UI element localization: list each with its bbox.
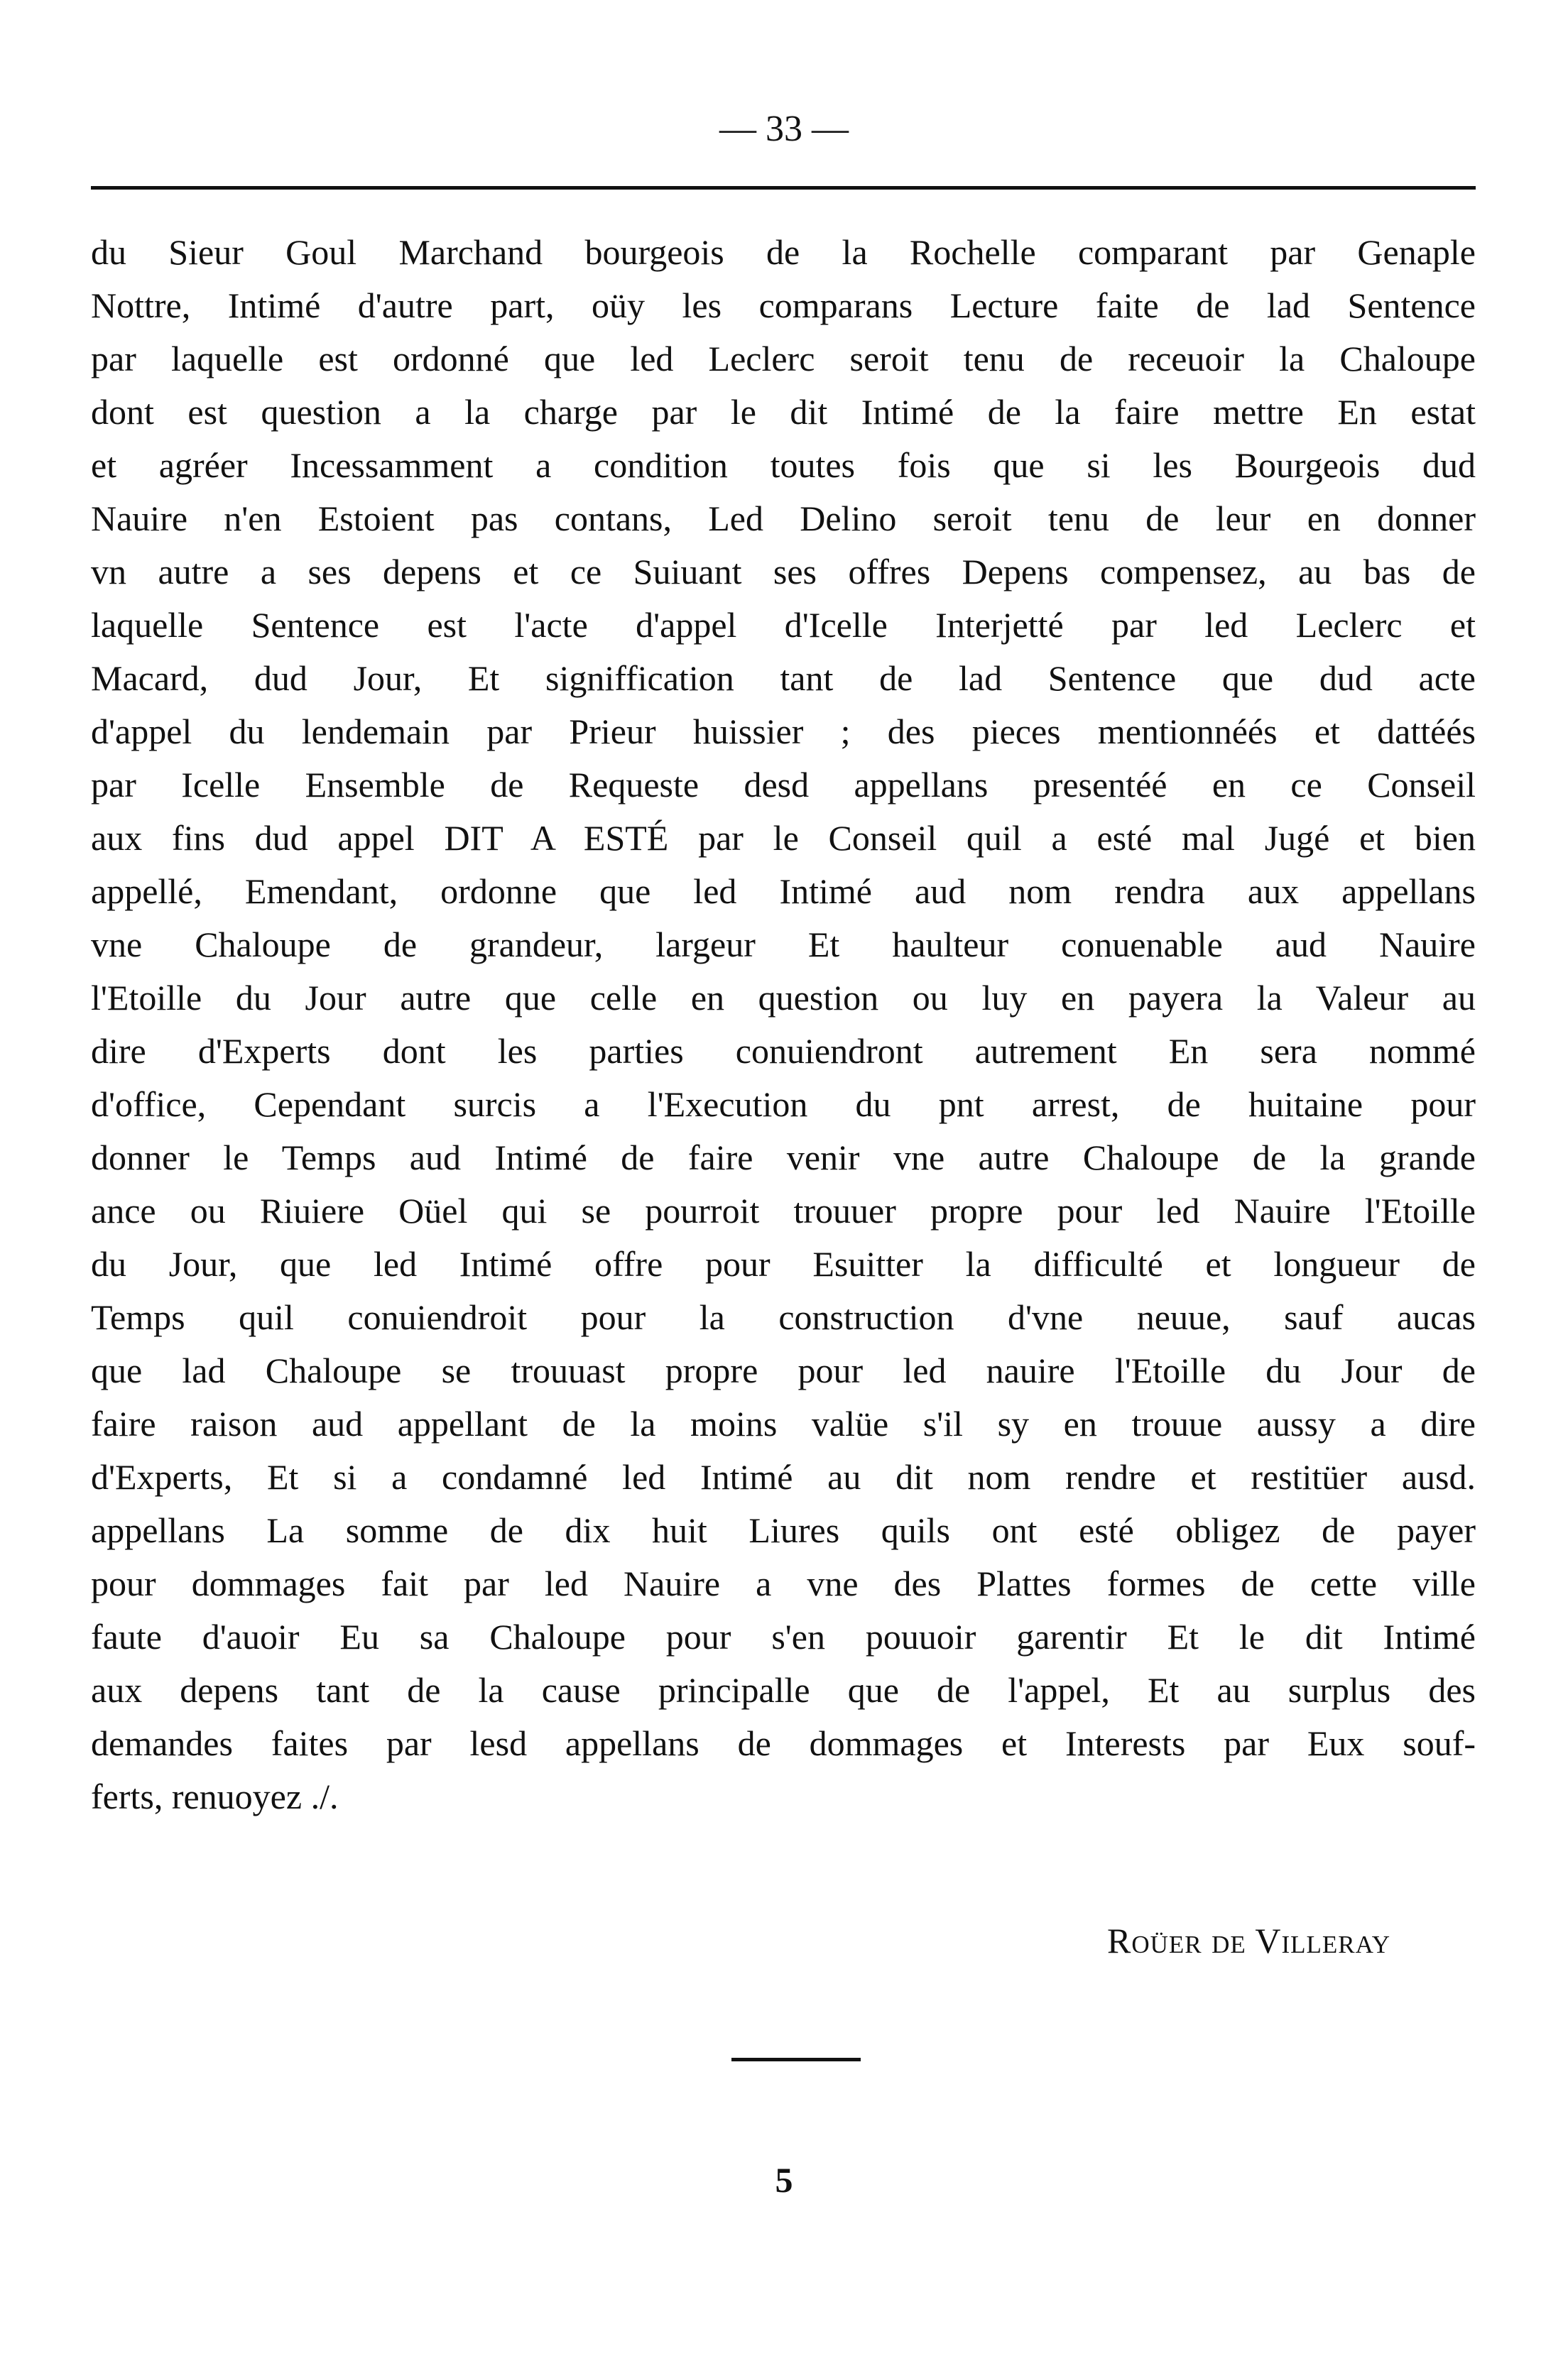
signature: Roüer de Villeray	[1107, 1921, 1390, 1961]
footer-rule	[731, 2058, 861, 2061]
text-line-last: ferts, renuoyez ./.	[91, 1777, 339, 1816]
text-line: pour dommages fait par led Nauire a vne des Plattes formes de cette ville	[91, 1564, 1476, 1603]
text-line: appellans La somme de dix huit Liures quils ont esté obligez de payer	[91, 1510, 1476, 1550]
signature-mark: 5	[775, 2160, 793, 2200]
text-line: aux fins dud appel DIT A ESTÉ par le Conseil quil a esté mal Jugé et bien	[91, 818, 1476, 858]
text-line: ance ou Riuiere Oüel qui se pourroit trouuer propre pour led Nauire l'Etoille	[91, 1191, 1476, 1231]
text-line: que lad Chaloupe se trouuast propre pour led nauire l'Etoille du Jour de	[91, 1351, 1476, 1390]
text-line: par laquelle est ordonné que led Leclerc seroit tenu de receuoir la Chaloupe	[91, 339, 1476, 378]
text-line: du Sieur Goul Marchand bourgeois de la Rochelle comparant par Genaple	[91, 232, 1476, 272]
text-line: aux depens tant de la cause principalle que de l'appel, Et au surplus des	[91, 1670, 1476, 1710]
text-line: faire raison aud appellant de la moins valüe s'il sy en trouue aussy a dire	[91, 1404, 1476, 1444]
text-line: d'appel du lendemain par Prieur huissier ; des pieces mentionnéés et dattéés	[91, 711, 1476, 751]
header-rule	[91, 186, 1476, 190]
text-line: par Icelle Ensemble de Requeste desd appellans presentéé en ce Conseil	[91, 765, 1476, 805]
text-line: Macard, dud Jour, Et signiffication tant de lad Sentence que dud acte	[91, 658, 1476, 698]
text-line: faute d'auoir Eu sa Chaloupe pour s'en pouuoir garentir Et le dit Intimé	[91, 1617, 1476, 1657]
document-body	[91, 226, 1476, 1823]
text-line: dire d'Experts dont les parties conuiendront autrement En sera nommé	[91, 1031, 1476, 1071]
text-line: d'office, Cependant surcis a l'Execution du pnt arrest, de huitaine pour	[91, 1084, 1476, 1124]
text-line: Temps quil conuiendroit pour la construction d'vne neuue, sauf aucas	[91, 1297, 1476, 1337]
text-line: vne Chaloupe de grandeur, largeur Et haulteur conuenable aud Nauire	[91, 925, 1476, 964]
text-line: du Jour, que led Intimé offre pour Esuitter la difficulté et longueur de	[91, 1244, 1476, 1284]
text-line: appellé, Emendant, ordonne que led Intimé aud nom rendra aux appellans	[91, 871, 1476, 911]
text-line: et agréer Incessamment a condition toutes fois que si les Bourgeois dud	[91, 445, 1476, 485]
text-line: laquelle Sentence est l'acte d'appel d'Icelle Interjetté par led Leclerc et	[91, 605, 1476, 645]
text-line: demandes faites par lesd appellans de dommages et Interests par Eux souf-	[91, 1723, 1476, 1763]
text-line: donner le Temps aud Intimé de faire venir vne autre Chaloupe de la grande	[91, 1138, 1476, 1177]
text-line: l'Etoille du Jour autre que celle en question ou luy en payera la Valeur au	[91, 978, 1476, 1018]
text-line: dont est question a la charge par le dit Intimé de la faire mettre En estat	[91, 392, 1476, 432]
text-line: vn autre a ses depens et ce Suiuant ses offres Depens compensez, au bas de	[91, 552, 1476, 591]
text-line: Nauire n'en Estoient pas contans, Led Delino seroit tenu de leur en donner	[91, 498, 1476, 538]
page-number: — 33 —	[719, 109, 849, 149]
text-line: Nottre, Intimé d'autre part, oüy les comparans Lecture faite de lad Sentence	[91, 285, 1476, 325]
text-line: d'Experts, Et si a condamné led Intimé au dit nom rendre et restitüer ausd.	[91, 1457, 1476, 1497]
